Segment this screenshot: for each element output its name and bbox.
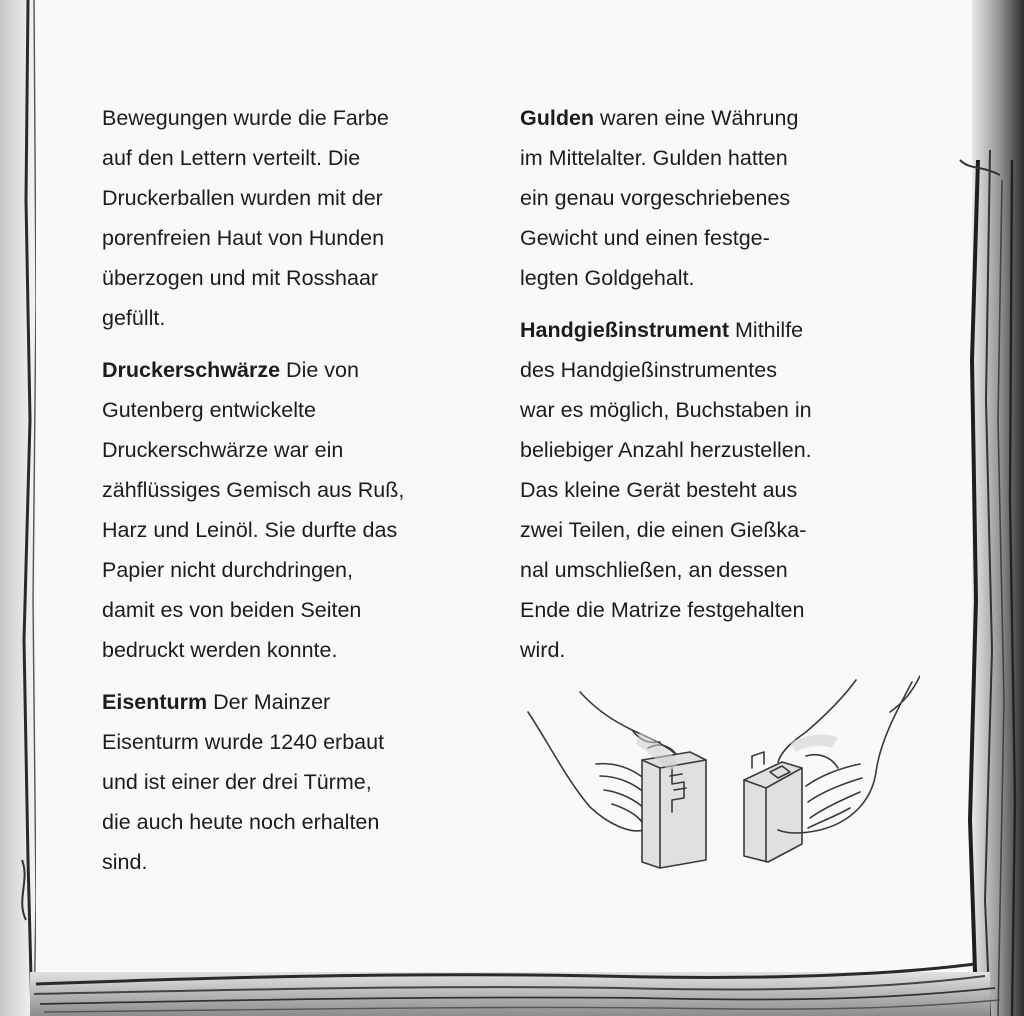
text-line: Papier nicht durchdringen, — [102, 558, 353, 582]
text-line: Gutenberg entwickelte — [102, 398, 316, 422]
entry-druckerschwaerze — [102, 350, 482, 670]
text-line — [102, 350, 482, 390]
text-line: des Handgießinstrumentes — [520, 358, 777, 382]
definition-text: waren eine Währung — [594, 106, 799, 130]
text-line: gefüllt. — [102, 306, 166, 330]
text-line: Das kleine Gerät besteht aus — [520, 478, 798, 502]
glossary-term: Handgießinstrument — [520, 318, 730, 342]
text-line: Gewicht und einen festge- — [520, 226, 770, 250]
text-line: nal umschließen, an dessen — [520, 558, 788, 582]
text-line: damit es von beiden Seiten — [102, 598, 362, 622]
entry-gulden — [520, 98, 900, 298]
text-line: im Mittelalter. Gulden hatten — [520, 146, 788, 170]
entry-druckerballen — [102, 98, 482, 338]
definition-text: Die von — [280, 358, 359, 382]
text-line: überzogen und mit Rosshaar — [102, 266, 379, 290]
text-line: porenfreien Haut von Hunden — [102, 226, 385, 250]
text-line — [520, 310, 900, 350]
text-line: bedruckt werden konnte. — [102, 638, 338, 662]
text-line: legten Goldgehalt. — [520, 266, 695, 290]
glossary-term: Eisenturm — [102, 690, 208, 714]
definition-text: Der Mainzer — [207, 690, 331, 714]
hand-casting-instrument-illustration — [520, 672, 920, 872]
text-line: sind. — [102, 850, 148, 874]
text-line: auf den Lettern verteilt. Die — [102, 146, 361, 170]
text-line: beliebiger Anzahl herzustellen. — [520, 438, 812, 462]
left-text-column — [102, 98, 482, 894]
text-line: und ist einer der drei Türme, — [102, 770, 372, 794]
glossary-term: Druckerschwärze — [102, 358, 281, 382]
entry-eisenturm — [102, 682, 482, 882]
text-line: war es möglich, Buchstaben in — [520, 398, 812, 422]
text-line — [102, 682, 482, 722]
text-line: die auch heute noch erhalten — [102, 810, 380, 834]
text-line: Druckerballen wurden mit der — [102, 186, 383, 210]
text-line — [520, 98, 900, 138]
text-line: wird. — [520, 638, 566, 662]
right-text-column — [520, 98, 900, 682]
text-line: ein genau vorgeschriebenes — [520, 186, 791, 210]
entry-handgiessinstrument — [520, 310, 900, 670]
text-line: zwei Teilen, die einen Gießka- — [520, 518, 807, 542]
text-line: Bewegungen wurde die Farbe — [102, 106, 389, 130]
definition-text: Mithilfe — [729, 318, 804, 342]
glossary-term: Gulden — [520, 106, 595, 130]
text-line: Harz und Leinöl. Sie durfte das — [102, 518, 398, 542]
text-line: Ende die Matrize festgehalten — [520, 598, 805, 622]
text-line: Eisenturm wurde 1240 erbaut — [102, 730, 385, 754]
text-line: zähflüssiges Gemisch aus Ruß, — [102, 478, 405, 502]
text-line: Druckerschwärze war ein — [102, 438, 344, 462]
